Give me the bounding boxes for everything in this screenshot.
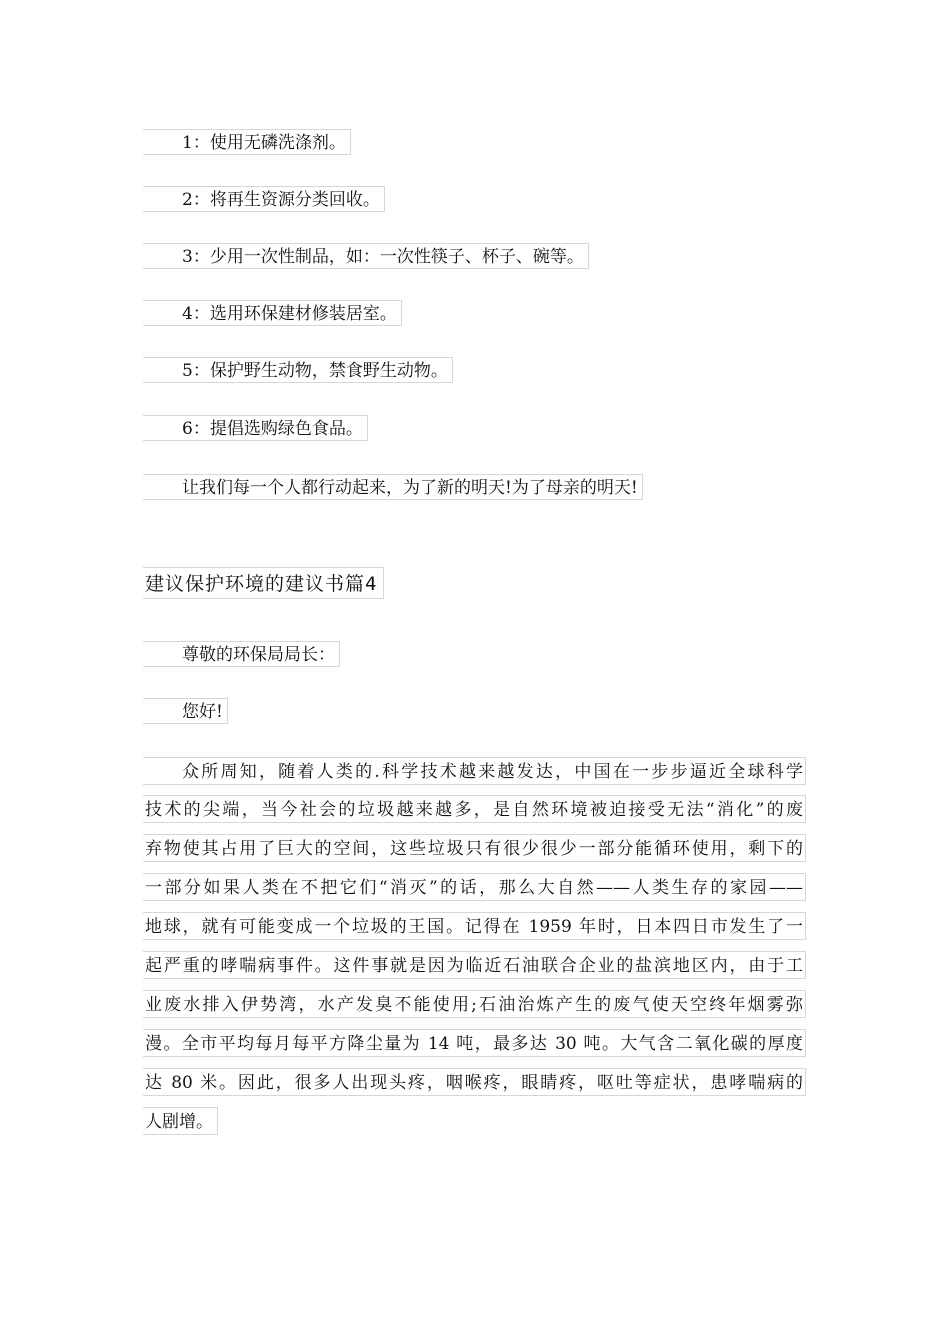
list-item: 5：保护野生动物，禁食野生动物。 <box>143 357 453 383</box>
section-heading: 建议保护环境的建议书篇4 <box>143 567 384 599</box>
closing-sentence: 让我们每一个人都行动起来，为了新的明天!为了母亲的明天! <box>143 474 643 500</box>
list-item: 2：将再生资源分类回收。 <box>143 186 385 212</box>
greeting: 您好! <box>143 698 228 724</box>
body-line: 地球，就有可能变成一个垃圾的王国。记得在 1959 年时，日本四日市发生了一 <box>143 912 806 940</box>
list-item: 1：使用无磷洗涤剂。 <box>143 129 351 155</box>
body-line: 技术的尖端，当今社会的垃圾越来越多，是自然环境被迫接受无法“消化”的废 <box>143 795 806 823</box>
list-item: 3：少用一次性制品，如：一次性筷子、杯子、碗等。 <box>143 243 589 269</box>
list-item: 6：提倡选购绿色食品。 <box>143 415 368 441</box>
list-item: 4：选用环保建材修装居室。 <box>143 300 402 326</box>
salutation: 尊敬的环保局局长： <box>143 641 340 667</box>
body-line: 业废水排入伊势湾，水产发臭不能使用;石油治炼产生的废气使天空终年烟雾弥 <box>143 990 806 1018</box>
body-line: 起严重的哮喘病事件。这件事就是因为临近石油联合企业的盐滨地区内，由于工 <box>143 951 806 979</box>
body-line: 众所周知，随着人类的.科学技术越来越发达，中国在一步步逼近全球科学 <box>143 757 806 785</box>
body-line: 漫。全市平均每月每平方降尘量为 14 吨，最多达 30 吨。大气含二氧化碳的厚度 <box>143 1029 806 1057</box>
body-line: 达 80 米。因此，很多人出现头疼，咽喉疼，眼睛疼，呕吐等症状，患哮喘病的 <box>143 1068 806 1096</box>
body-line: 弃物使其占用了巨大的空间，这些垃圾只有很少很少一部分能循环使用，剩下的 <box>143 834 806 862</box>
body-line: 人剧增。 <box>143 1107 218 1135</box>
body-line: 一部分如果人类在不把它们“消灭”的话，那么大自然——人类生存的家园—— <box>143 873 806 901</box>
